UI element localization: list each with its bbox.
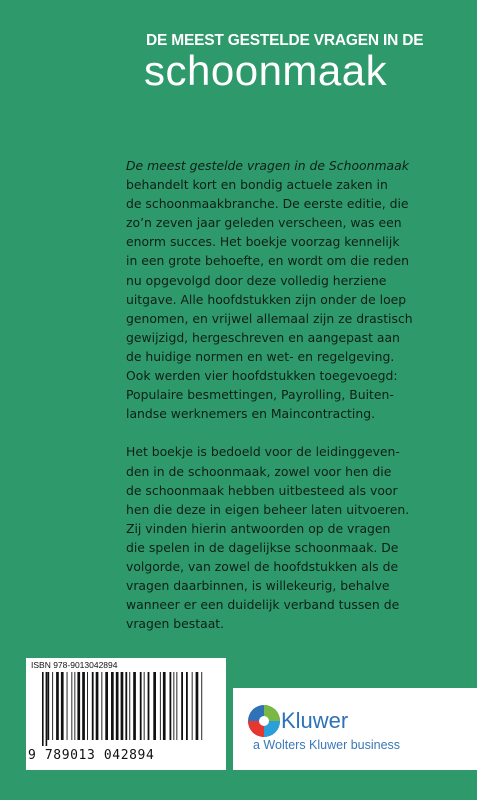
barcode-bar [160, 672, 161, 740]
blurb-line [126, 538, 461, 557]
barcode-bar [153, 672, 156, 740]
blurb-line [126, 442, 461, 461]
blurb-line-text: Populaire besmettingen, Payrolling, Buiten- [126, 387, 394, 403]
barcode-bar [56, 672, 59, 740]
barcode-bar [77, 672, 80, 740]
blurb-line-text: genomen, en vrijwel allemaal zijn ze drastisch [126, 310, 413, 326]
blurb-line [126, 595, 461, 614]
barcode-bar [121, 672, 124, 740]
kluwer-logo-icon [247, 704, 281, 738]
blurb-line-text: vragen daarbinnen, is willekeurig, behalve [126, 578, 390, 594]
blurb-line [126, 156, 461, 175]
barcode-bar [105, 672, 108, 740]
barcode-bar [176, 672, 177, 740]
barcode-bar [92, 672, 94, 740]
barcode-bar [129, 672, 130, 740]
blurb-line [126, 404, 461, 423]
blurb-text [126, 156, 461, 633]
blurb-line-text: de schoonmaak hebben uitbesteed als voor [126, 482, 398, 498]
barcode-bar [74, 672, 75, 740]
barcode-bar [140, 672, 142, 740]
blurb-line [126, 576, 461, 595]
blurb-line-text: behandelt kort en bondig actuele zaken in [126, 177, 388, 193]
blurb-line [126, 366, 461, 385]
blurb-line-text: vragen bestaat. [126, 616, 225, 632]
publisher-panel [233, 688, 477, 770]
blurb-italic-title: De meest gestelde vragen in de Schoonmaak [126, 158, 409, 173]
barcode-bar [87, 672, 88, 740]
blurb-line-text: gewijzigd, hergeschreven en aangepast aan [126, 329, 400, 345]
publisher-tagline: a Wolters Kluwer business [253, 738, 401, 752]
barcode-bar [196, 672, 199, 740]
blurb-line-text: wanneer er een duidelijk verband tussen de [126, 597, 400, 613]
barcode-bar [82, 672, 85, 740]
blurb-line [126, 557, 461, 576]
ean-digits: 9 789013 042894 [28, 748, 155, 763]
publisher-brand: Kluwer [281, 708, 349, 733]
barcode-bar [170, 672, 172, 740]
blurb-line [126, 232, 461, 251]
isbn-label: ISBN 978-9013042894 [31, 660, 118, 670]
blurb-line [126, 614, 461, 633]
blurb-line [126, 309, 461, 328]
blurb-line [126, 462, 461, 481]
cover-kicker: DE MEEST GESTELDE VRAGEN IN DE [146, 32, 424, 49]
barcode-bar [173, 672, 174, 740]
barcode-bar [111, 672, 114, 740]
barcode-bar [181, 672, 183, 740]
blurb-line-text: den in de schoonmaak, zowel voor hen die [126, 463, 392, 479]
barcode-bar [186, 672, 188, 740]
blurb-line [126, 175, 461, 194]
blurb-line [126, 271, 461, 290]
barcode-bar [144, 672, 145, 740]
barcode-bar [101, 672, 102, 740]
blurb-line [126, 500, 461, 519]
barcode-bar [42, 672, 44, 746]
blurb-line-text: in een grote behoefte, en wordt om die reden [126, 253, 409, 269]
blurb-line-text: Zij vinden hierin antwoorden op de vragen [126, 520, 391, 536]
barcode-bar [148, 672, 150, 740]
blurb-line-text: die spelen in de dagelijkse schoonmaak. De [126, 539, 399, 555]
barcode-bar [116, 672, 119, 740]
barcode-icon [40, 672, 220, 746]
blurb-line [126, 385, 461, 404]
barcode-bar [96, 672, 99, 740]
barcode-bar [52, 672, 53, 740]
blurb-line-text: volgorde, van zowel de hoofdstukken als de [126, 558, 399, 574]
blurb-line-text: zo’n zeven jaar geleden verscheen, was een [126, 215, 402, 231]
blurb-line-text: hen die deze in eigen beheer laten uitvoeren. [126, 501, 410, 517]
blurb-line-text: uitgave. Alle hoofdstukken zijn onder de loep [126, 291, 407, 307]
blurb-line-text: nu opgevolgd door deze volledig herziene [126, 272, 387, 288]
blurb-line-text: enorm succes. Het boekje voorzag kennelijk [126, 234, 400, 250]
barcode-bar [163, 672, 166, 740]
blurb-line [126, 347, 461, 366]
blurb-line-text: Ook werden vier hoofdstukken toegevoegd: [126, 368, 398, 384]
barcode-bar [67, 672, 68, 740]
barcode-bar [133, 672, 136, 740]
barcode-panel [26, 658, 226, 770]
cover-title: schoonmaak [144, 47, 388, 94]
barcode-bar [192, 672, 193, 740]
blurb-line-text: landse werknemers en Maincontracting. [126, 406, 376, 422]
barcode-bar [201, 672, 202, 740]
barcode-bar [61, 672, 64, 740]
blurb-line [126, 481, 461, 500]
blurb-line [126, 213, 461, 232]
blurb-line [126, 328, 461, 347]
paragraph-gap [126, 423, 461, 442]
blurb-line-text: de huidige normen en wet- en regelgeving. [126, 348, 395, 364]
blurb-line [126, 251, 461, 270]
blurb-line [126, 194, 461, 213]
blurb-line [126, 290, 461, 309]
barcode-bar [47, 672, 49, 740]
barcode-bar [46, 672, 48, 746]
barcode-bar [125, 672, 127, 740]
blurb-line-text: Het boekje is bedoeld voor de leidinggeven- [126, 444, 400, 460]
barcode-bar [71, 672, 72, 740]
blurb-line [126, 519, 461, 538]
blurb-line-text: de schoonmaakbranche. De eerste editie, die [126, 196, 409, 212]
